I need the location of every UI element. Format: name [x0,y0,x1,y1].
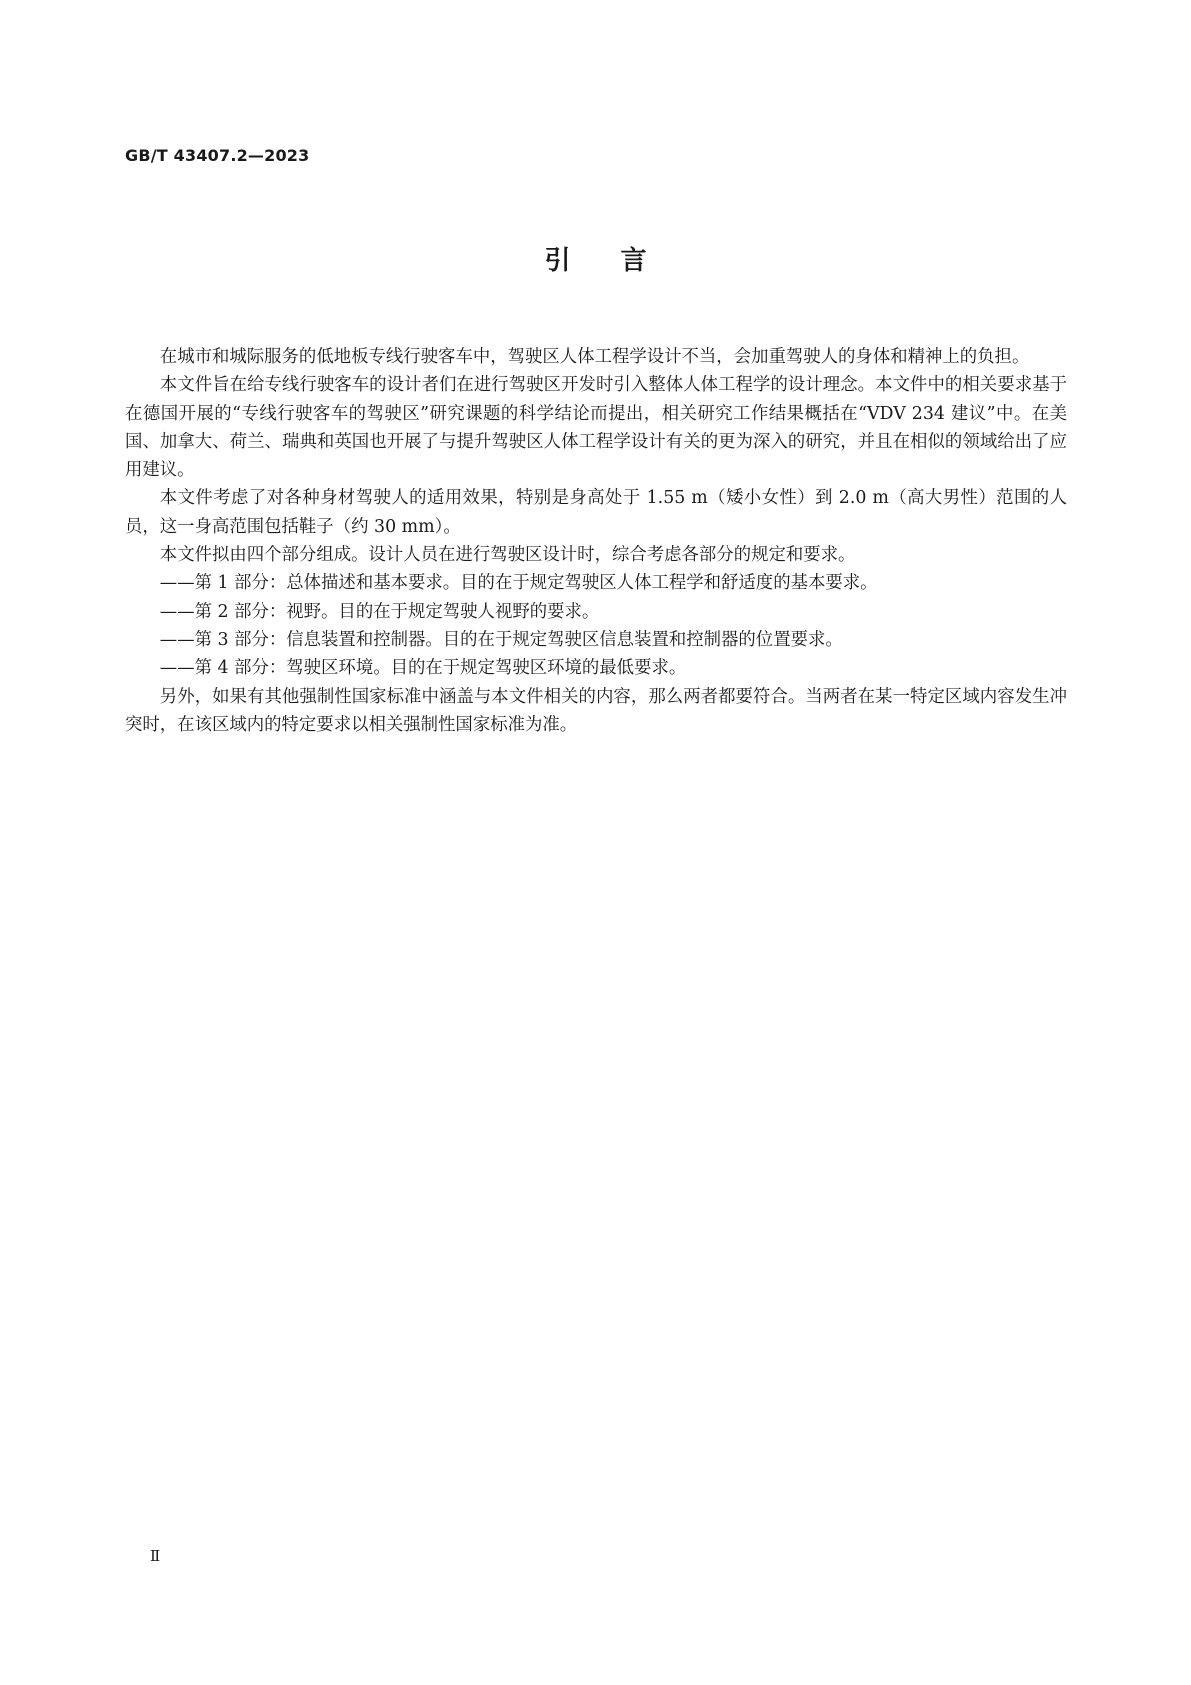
list-item-part-3: ——第 3 部分：信息装置和控制器。目的在于规定驾驶区信息装置和控制器的位置要求。 [159,629,843,650]
page-title [0,246,1191,276]
document-id: GB/T 43407.2—2023 [125,146,310,165]
page-title-char-1: 引 [544,246,571,276]
paragraph-purpose: 本文件旨在给专线行驶客车的设计者们在进行驾驶区开发时引入整体人体工程学的设计理念。本文件中的相关要求基于在德国开展的“专线行驶客车的驾驶区”研究课题的科学结论而提出，相关研究工作结果概括在“VDV 234 建议”中。在美国、加拿大、荷兰、瑞典和英国也开展了与提升驾驶区人体工程学设计有关的更为深入的研究，并且在相似的领域给出了应用建议。 [125,375,1067,481]
page-number: Ⅱ [150,1547,161,1565]
introduction-body [125,343,1067,739]
list-item-part-4: ——第 4 部分：驾驶区环境。目的在于规定驾驶区环境的最低要求。 [159,658,687,679]
paragraph-body-size-range: 本文件考虑了对各种身材驾驶人的适用效果，特别是身高处于 1.55 m（矮小女性）到 2.0 m（高大男性）范围的人员，这一身高范围包括鞋子（约 30 mm）。 [125,488,1067,537]
list-item-part-1: ——第 1 部分：总体描述和基本要求。目的在于规定驾驶区人体工程学和舒适度的基本要求。 [159,573,878,594]
paragraph-parts-overview: 本文件拟由四个部分组成。设计人员在进行驾驶区设计时，综合考虑各部分的规定和要求。 [159,545,856,566]
page-title-char-2: 言 [620,246,647,276]
paragraph-mandatory-standards: 另外，如果有其他强制性国家标准中涵盖与本文件相关的内容，那么两者都要符合。当两者在某一特定区域内容发生冲突时，在该区域内的特定要求以相关强制性国家标准为准。 [125,686,1067,735]
paragraph-intro-context: 在城市和城际服务的低地板专线行驶客车中，驾驶区人体工程学设计不当，会加重驾驶人的身体和精神上的负担。 [159,347,1030,367]
list-item-part-2: ——第 2 部分：视野。目的在于规定驾驶人视野的要求。 [159,601,600,622]
